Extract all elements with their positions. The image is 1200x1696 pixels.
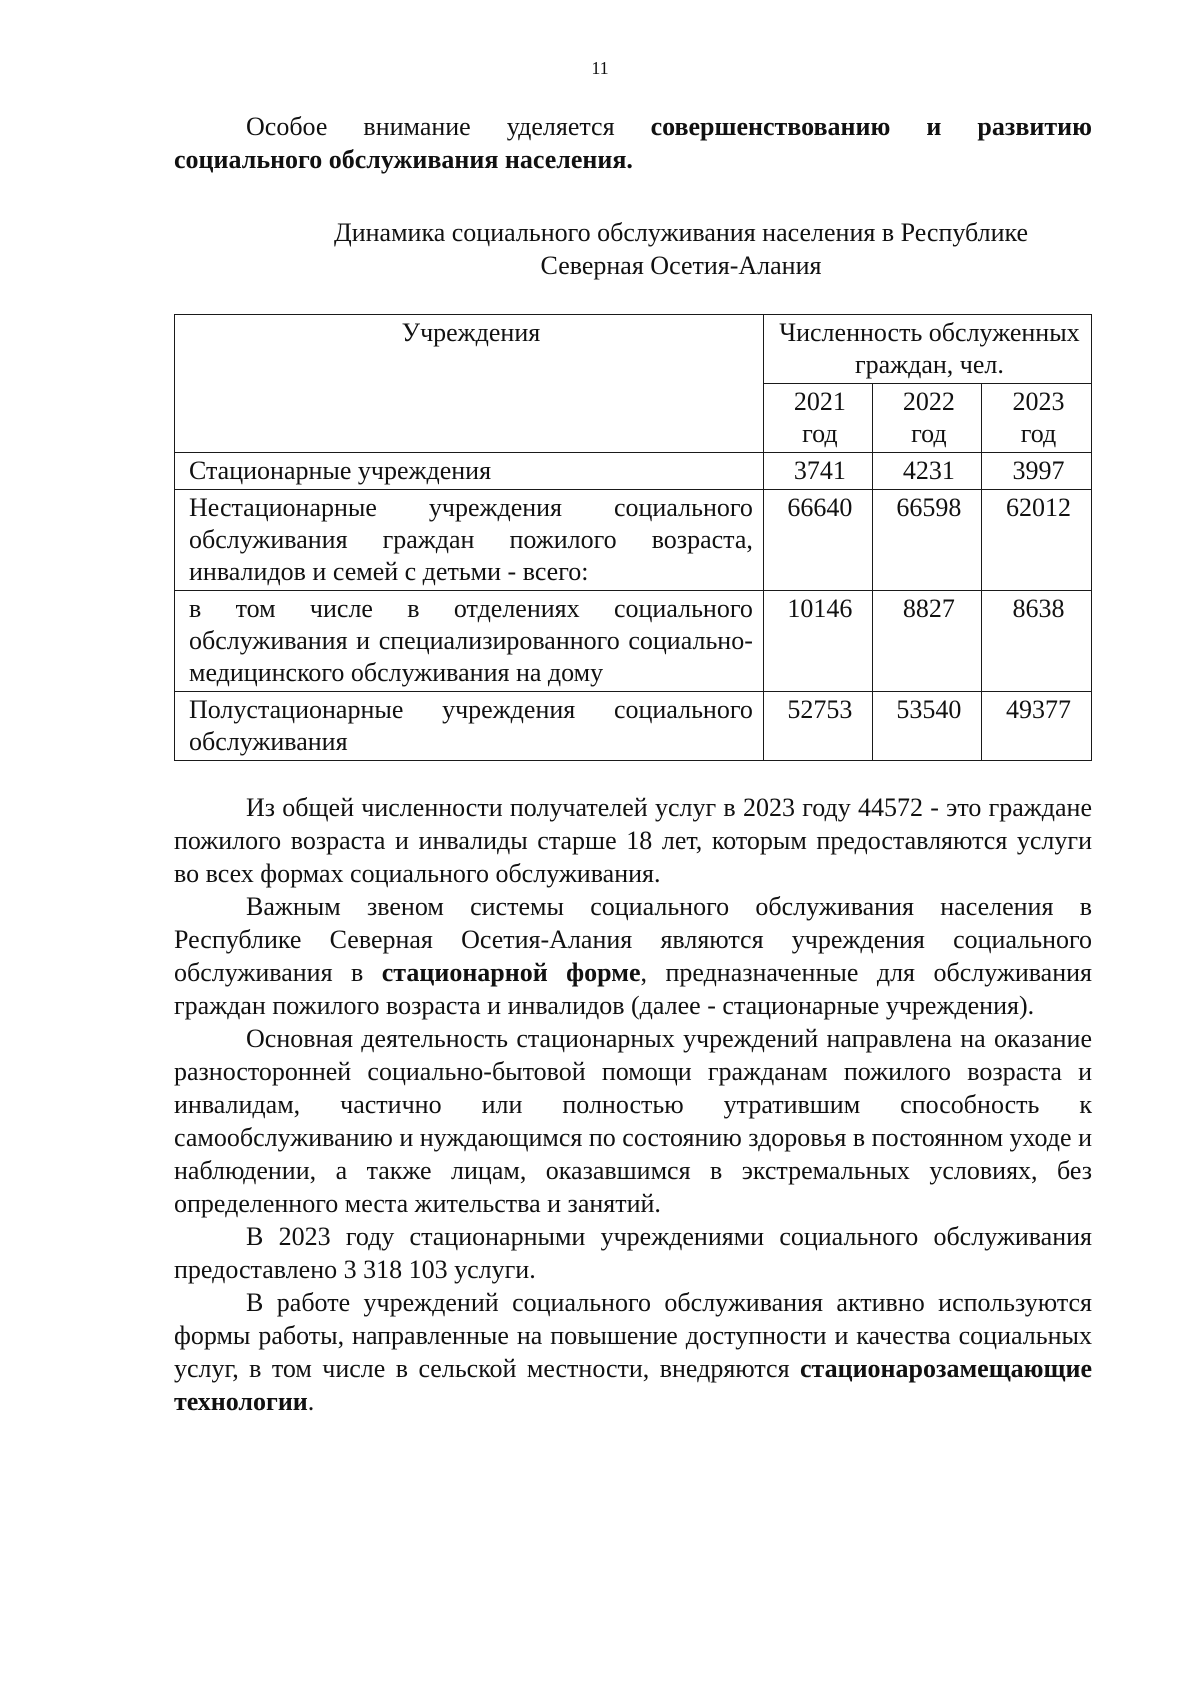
table-row [175, 692, 1092, 761]
row-value: 66598 [872, 490, 981, 591]
header-institutions: Учреждения [175, 315, 764, 453]
table-header-row [175, 315, 1092, 384]
lead-paragraph [174, 110, 1092, 176]
paragraph-bold-text: стационарной форме [381, 958, 641, 987]
table-row [175, 490, 1092, 591]
header-year-value: 2022 [902, 387, 955, 416]
header-year-unit: год [911, 419, 947, 448]
statistics-table [174, 314, 1092, 761]
header-year-value: 2023 [1012, 387, 1065, 416]
header-year-value: 2021 [793, 387, 846, 416]
page-content [174, 110, 1092, 1418]
row-label: Нестационарные учреждения социального обслуживания граждан пожилого возраста, инвалидов и семей с детьми - всего: [175, 490, 764, 591]
row-value: 10146 [763, 591, 872, 692]
paragraph-bold-text: стационарозамещающие технологии [174, 1354, 1092, 1416]
header-year [981, 384, 1091, 453]
lead-text: Особое внимание уделяется [246, 112, 651, 141]
row-value: 4231 [872, 453, 981, 490]
row-label: Стационарные учреждения [175, 453, 764, 490]
paragraph-stationary-form [174, 890, 1092, 1022]
paragraph-text: . [307, 1387, 315, 1416]
paragraph-text: В работе учреждений социального обслуживания активно используются формы работы, направленные на повышение доступности и качества социальных услуг, в том числе в сельской местности, внедряются [174, 1288, 1092, 1383]
paragraph-recipients: Из общей численности получателей услуг в 2023 году 44572 - это граждане пожилого возраста и инвалиды старше 18 лет, которым предоставляются услуги во всех формах социального обслуживания. [174, 793, 1092, 888]
table-title-line-1: Динамика социального обслуживания населения в Республике [333, 218, 1029, 247]
row-label: в том числе в отделениях социального обслуживания и специализированного социально-медицинского обслуживания на дому [175, 591, 764, 692]
header-year-unit: год [802, 419, 838, 448]
header-year-unit: год [1020, 419, 1057, 448]
row-value: 8638 [981, 591, 1091, 692]
row-value: 62012 [981, 490, 1091, 591]
paragraph-text: Важным звеном системы социального обслуживания населения в Республике Северная Осетия-Алания являются учреждения социального обслуживания в [174, 892, 1092, 987]
page-number: 11 [591, 58, 609, 78]
row-value: 8827 [872, 591, 981, 692]
row-value: 66640 [763, 490, 872, 591]
row-value: 49377 [981, 692, 1091, 761]
paragraph-text: , предназначенные для обслуживания граждан пожилого возраста и инвалидов (далее - стационарные учреждения). [174, 958, 1092, 1020]
row-value: 3997 [981, 453, 1091, 490]
row-value: 3741 [763, 453, 872, 490]
paragraph-technologies [174, 1286, 1092, 1418]
row-label: Полустационарные учреждения социального обслуживания [175, 692, 764, 761]
header-year [872, 384, 981, 453]
header-served-count: Численность обслуженных граждан, чел. [763, 315, 1091, 384]
table-title-line-2: Северная Осетия-Алания [540, 251, 822, 280]
table-row [175, 591, 1092, 692]
lead-bold-text: совершенствованию и развитию социального обслуживания населения. [174, 112, 1092, 174]
table-title [270, 216, 1092, 282]
row-value: 53540 [872, 692, 981, 761]
paragraph-main-activity: Основная деятельность стационарных учреждений направлена на оказание разносторонней социально-бытовой помощи гражданам пожилого возраста и инвалидам, частично или полностью утратившим способность к самообслуживанию и нуждающимся по состоянию здоровья в постоянном уходе и наблюдении, а также лицам, оказавшимся в экстремальных условиях, без определенного места жительства и занятий. [174, 1024, 1092, 1218]
table-row [175, 453, 1092, 490]
paragraph-services-2023: В 2023 году стационарными учреждениями социального обслуживания предоставлено 3 318 103 услуги. [174, 1222, 1092, 1284]
row-value: 52753 [763, 692, 872, 761]
header-year [763, 384, 872, 453]
